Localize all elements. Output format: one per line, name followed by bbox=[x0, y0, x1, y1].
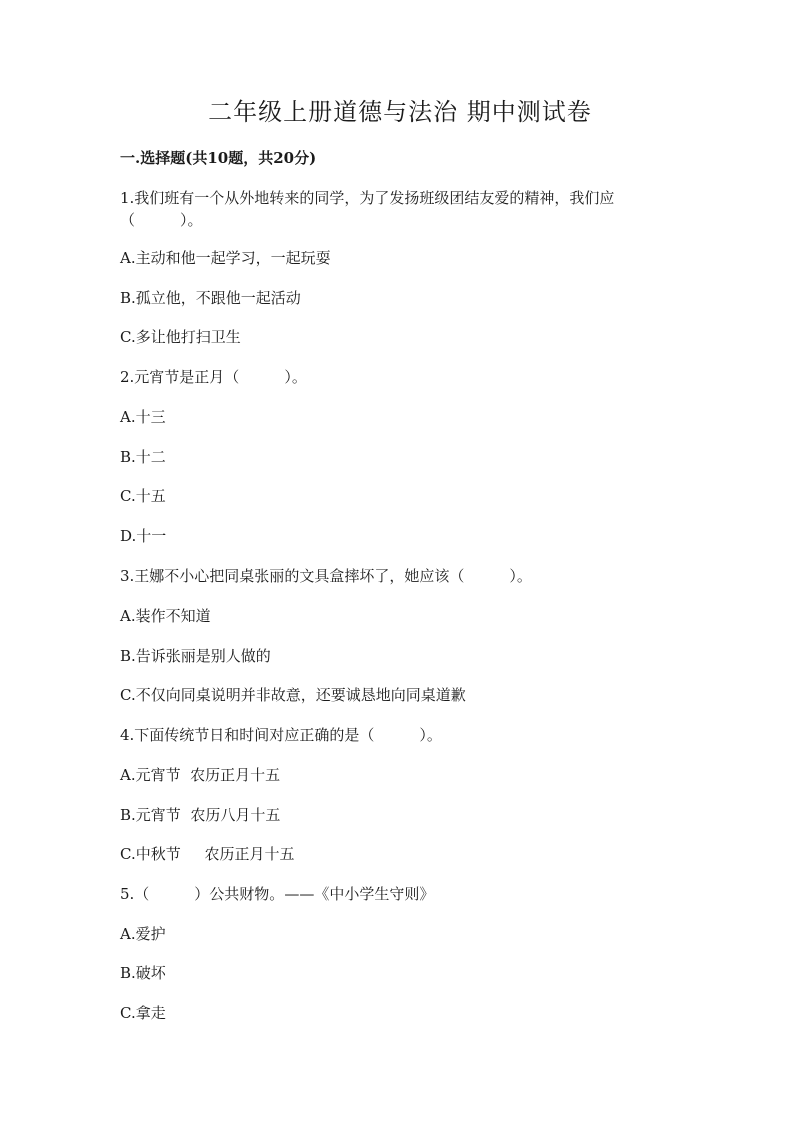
question-4-option-c: C.中秋节 农历正月十五 bbox=[120, 845, 295, 863]
question-5-option-c: C.拿走 bbox=[120, 1004, 166, 1022]
question-1-option-a: A.主动和他一起学习，一起玩耍 bbox=[120, 249, 331, 267]
question-1-stem-continued: （ ）。 bbox=[120, 211, 203, 229]
question-2-stem: 2.元宵节是正月（ ）。 bbox=[120, 368, 307, 386]
question-1-option-c: C.多让他打扫卫生 bbox=[120, 328, 241, 346]
question-2-option-c: C.十五 bbox=[120, 487, 166, 505]
question-3-option-a: A.装作不知道 bbox=[120, 607, 211, 625]
question-1-stem: 1.我们班有一个从外地转来的同学，为了发扬班级团结友爱的精神，我们应 bbox=[120, 189, 615, 207]
section-heading: 一.选择题(共10题，共20分) bbox=[120, 149, 317, 167]
question-4-option-a: A.元宵节 农历正月十五 bbox=[120, 766, 281, 784]
question-4-stem: 4.下面传统节日和时间对应正确的是（ ）。 bbox=[120, 726, 442, 744]
page-title: 二年级上册道德与法治 期中测试卷 bbox=[208, 98, 592, 126]
question-3-stem: 3.王娜不小心把同桌张丽的文具盒摔坏了，她应该（ ）。 bbox=[120, 567, 532, 585]
question-4-option-b: B.元宵节 农历八月十五 bbox=[120, 806, 281, 824]
question-2-option-a: A.十三 bbox=[120, 408, 166, 426]
question-2-option-d: D.十一 bbox=[120, 527, 167, 545]
question-5-option-a: A.爱护 bbox=[120, 925, 166, 943]
question-1-option-b: B.孤立他，不跟他一起活动 bbox=[120, 289, 301, 307]
question-3-option-b: B.告诉张丽是别人做的 bbox=[120, 647, 271, 665]
question-5-stem: 5.（ ）公共财物。——《中小学生守则》 bbox=[120, 885, 435, 903]
question-2-option-b: B.十二 bbox=[120, 448, 166, 466]
question-5-option-b: B.破坏 bbox=[120, 964, 166, 982]
question-3-option-c: C.不仅向同桌说明并非故意，还要诚恳地向同桌道歉 bbox=[120, 686, 466, 704]
